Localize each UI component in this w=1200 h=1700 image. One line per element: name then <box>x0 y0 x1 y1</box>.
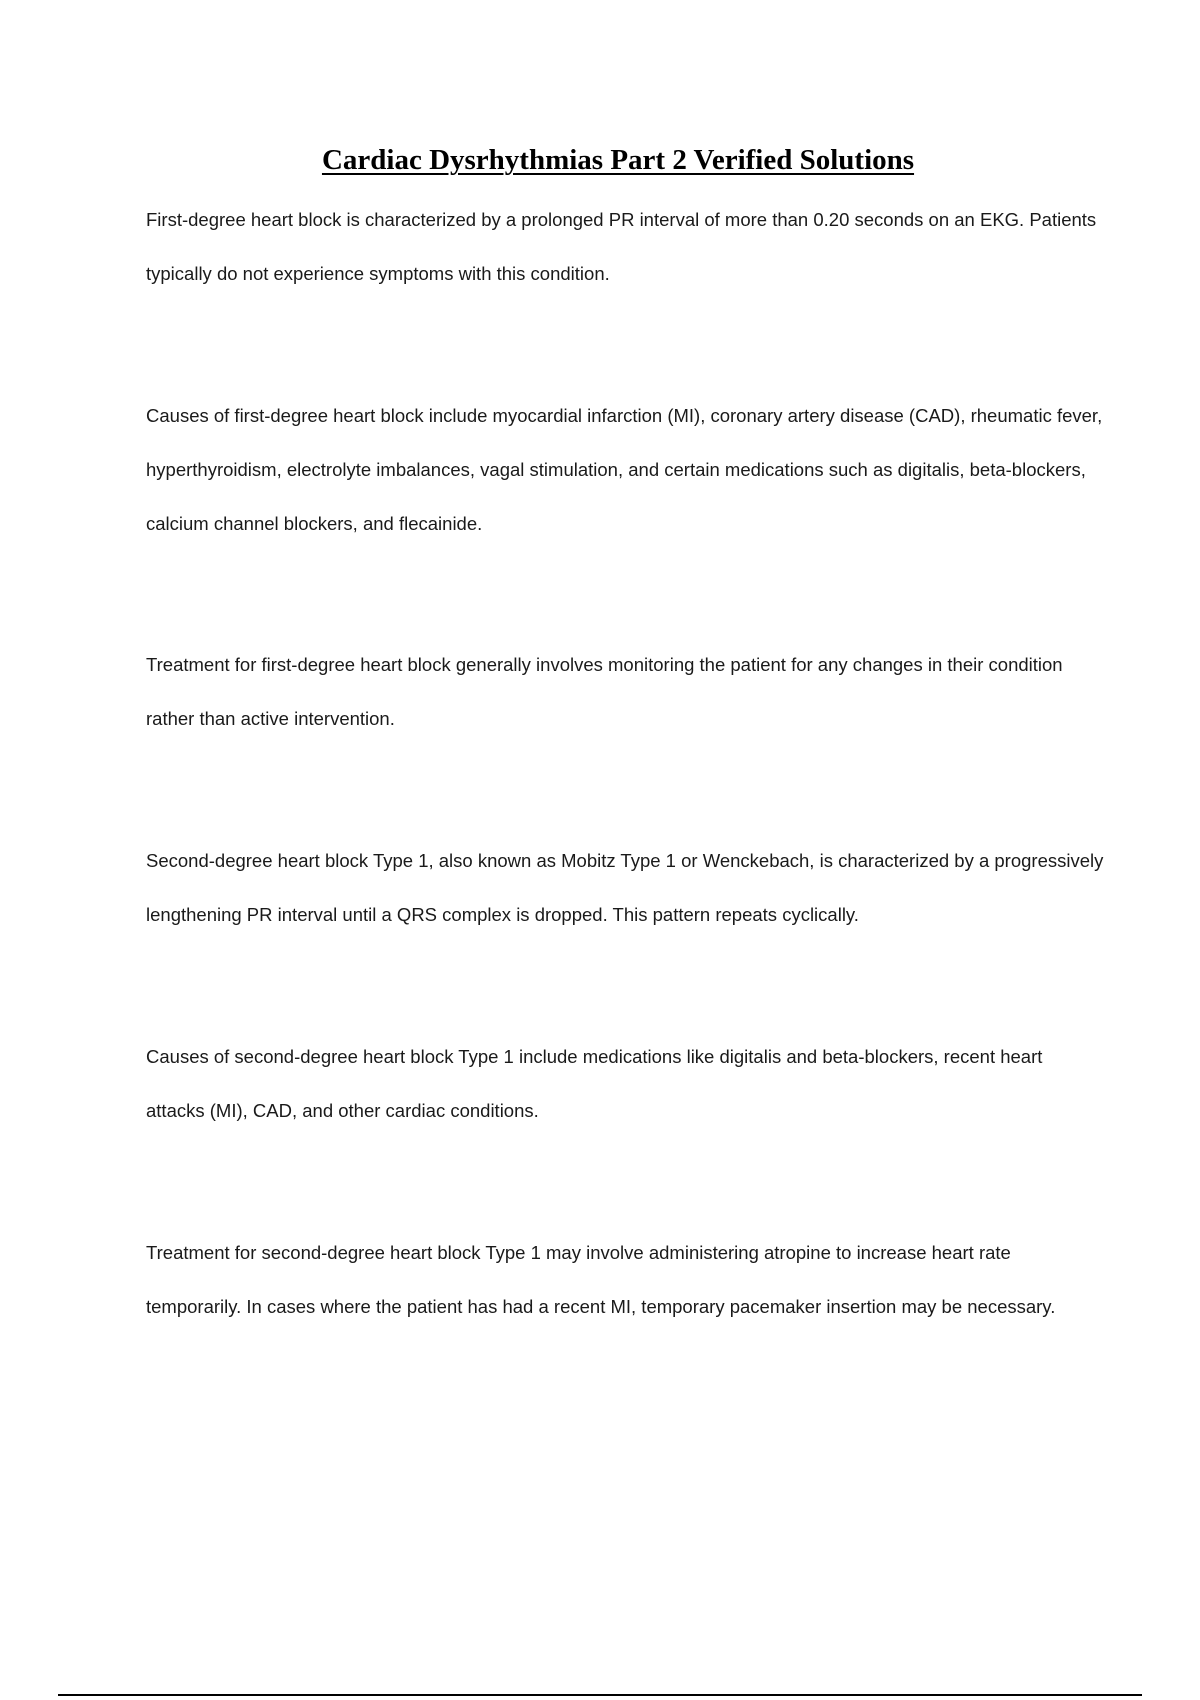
footer-divider <box>58 1694 1142 1696</box>
paragraph-second-degree-type1-definition: Second-degree heart block Type 1, also known as Mobitz Type 1 or Wenckebach, is characterized by a progressively lengthening PR interval until a QRS complex is dropped. This pattern repeats cyclically. <box>146 850 1104 925</box>
paragraph-first-degree-definition: First-degree heart block is characterized by a prolonged PR interval of more than 0.20 seconds on an EKG. Patients typically do not experience symptoms with this condition. <box>146 209 1097 284</box>
paragraph-first-degree-causes: Causes of first-degree heart block include myocardial infarction (MI), coronary artery disease (CAD), rheumatic fever, hyperthyroidism, electrolyte imbalances, vagal stimulation, and certain medications such as digitalis, beta-blockers, calcium channel blockers, and flecainide. <box>146 405 1103 534</box>
paragraph-first-degree-treatment: Treatment for first-degree heart block generally involves monitoring the patient for any changes in their condition rather than active intervention. <box>146 654 1063 729</box>
document-title: Cardiac Dysrhythmias Part 2 Verified Solutions <box>321 144 915 176</box>
paragraph-second-degree-type1-treatment: Treatment for second-degree heart block Type 1 may involve administering atropine to increase heart rate temporarily. In cases where the patient has had a recent MI, temporary pacemaker insertion may be necessary. <box>146 1242 1056 1317</box>
paragraph-second-degree-type1-causes: Causes of second-degree heart block Type 1 include medications like digitalis and beta-blockers, recent heart attacks (MI), CAD, and other cardiac conditions. <box>146 1046 1043 1121</box>
